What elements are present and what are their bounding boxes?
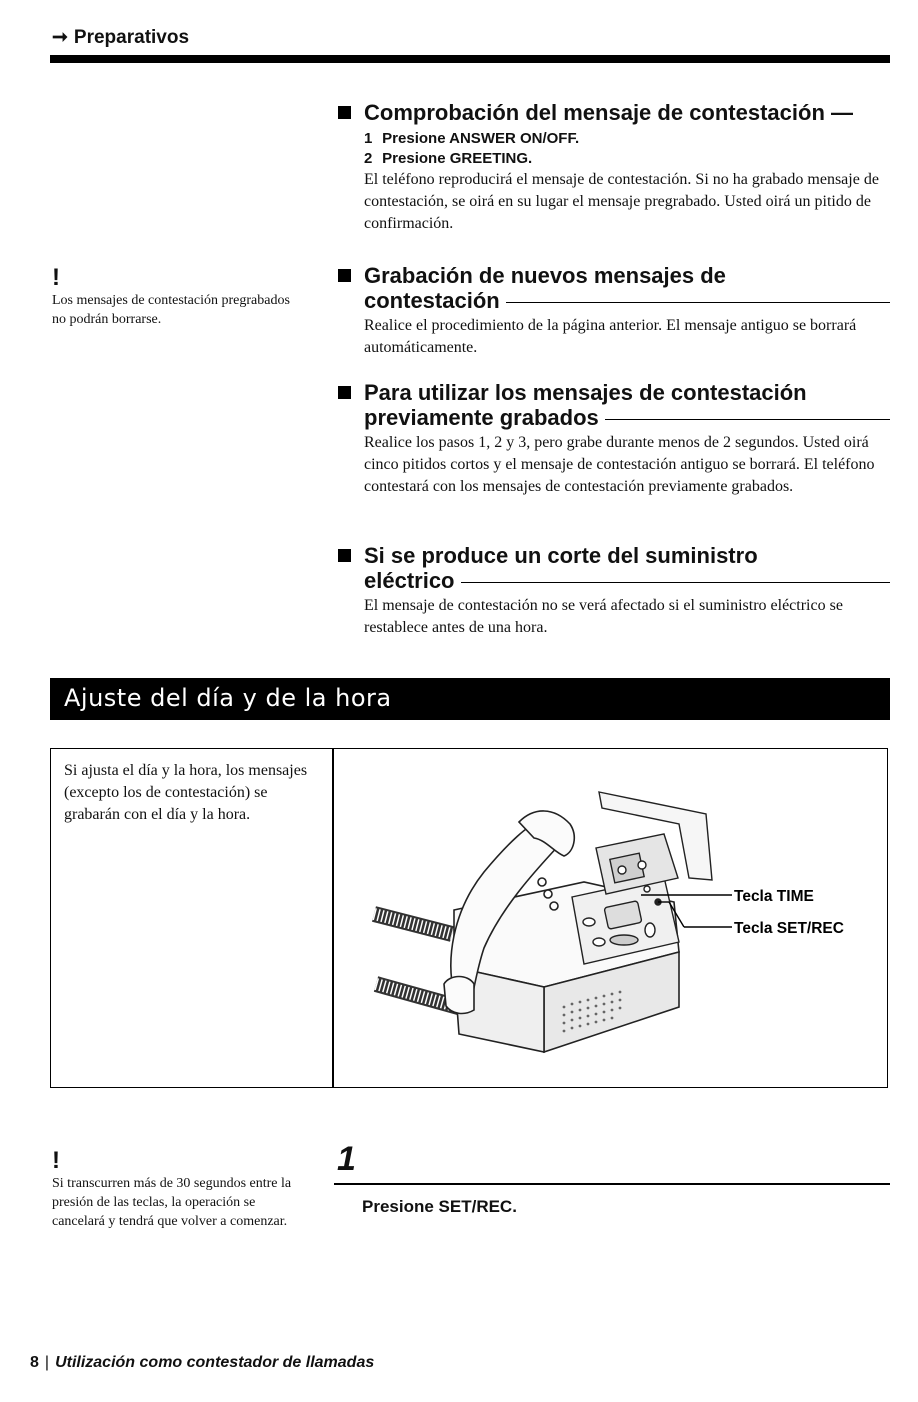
page-number: 8 <box>30 1354 39 1371</box>
exclamation-icon: ! <box>52 264 60 291</box>
section-body: El mensaje de contestación no se verá afectado si el suministro eléctrico se restablece antes de una hora. <box>364 597 843 636</box>
square-bullet-icon <box>338 269 351 282</box>
section-title: Grabación de nuevos mensajes de contestación <box>338 263 890 313</box>
step-rule <box>334 1183 890 1185</box>
square-bullet-icon <box>338 386 351 399</box>
side-note-text: Si transcurren más de 30 segundos entre la presión de las teclas, la operación se cancelará y tendrá que volver a comenzar. <box>52 1176 292 1229</box>
footer-separator: | <box>44 1354 50 1371</box>
header-rule <box>50 55 890 63</box>
section-record-greeting <box>338 263 890 359</box>
phone-illustration <box>334 752 886 1084</box>
section-title: Si se produce un corte del suministro eléctrico <box>338 543 890 593</box>
section-body: Realice los pasos 1, 2 y 3, pero grabe durante menos de 2 segundos. Usted oirá cinco pitidos cortos y el mensaje de contestación antiguo se borrará. El teléfono contestará con los mensajes de contestación previamente grabados. <box>364 434 875 495</box>
square-bullet-icon <box>338 106 351 119</box>
step-instruction: Presione SET/REC. <box>362 1197 517 1216</box>
info-box-text: Si ajusta el día y la hora, los mensajes (excepto los de contestación) se grabarán con el día y la hora. <box>64 762 308 823</box>
callout-time-key: Tecla TIME <box>734 888 814 905</box>
section-header <box>52 26 189 49</box>
section-title: Comprobación del mensaje de contestación — <box>338 100 890 125</box>
section-header-label: Preparativos <box>73 27 190 48</box>
control-panel-icon <box>572 792 712 964</box>
side-note <box>52 1148 302 1231</box>
section-body: Realice el procedimiento de la página anterior. El mensaje antiguo se borrará automáticamente. <box>364 317 857 356</box>
footer-chapter-title: Utilización como contestador de llamadas <box>55 1354 375 1371</box>
step-number: 1 <box>337 1140 356 1178</box>
section-title: Para utilizar los mensajes de contestación previamente grabados <box>338 380 890 430</box>
side-note-text: Los mensajes de contestación pregrabados no podrán borrarse. <box>52 293 290 327</box>
section-check-greeting <box>338 100 890 235</box>
section-body: El teléfono reproducirá el mensaje de contestación. Si no ha grabado mensaje de contestación, se oirá en su lugar el mensaje pregrabado. Usted oirá un pitido de confirmación. <box>364 171 879 232</box>
callout-setrec-key: Tecla SET/REC <box>734 920 844 937</box>
section-use-prerecorded <box>338 380 890 498</box>
banner-title: Ajuste del día y de la hora <box>64 684 392 712</box>
arrow-right-icon: ➞ <box>52 27 68 48</box>
square-bullet-icon <box>338 549 351 562</box>
step-item: 1 Presione ANSWER ON/OFF. <box>364 130 580 147</box>
step-item: 2 Presione GREETING. <box>364 150 533 167</box>
side-note <box>52 265 302 329</box>
page-footer <box>30 1354 374 1372</box>
section-power-failure <box>338 543 890 639</box>
exclamation-icon: ! <box>52 1147 60 1174</box>
